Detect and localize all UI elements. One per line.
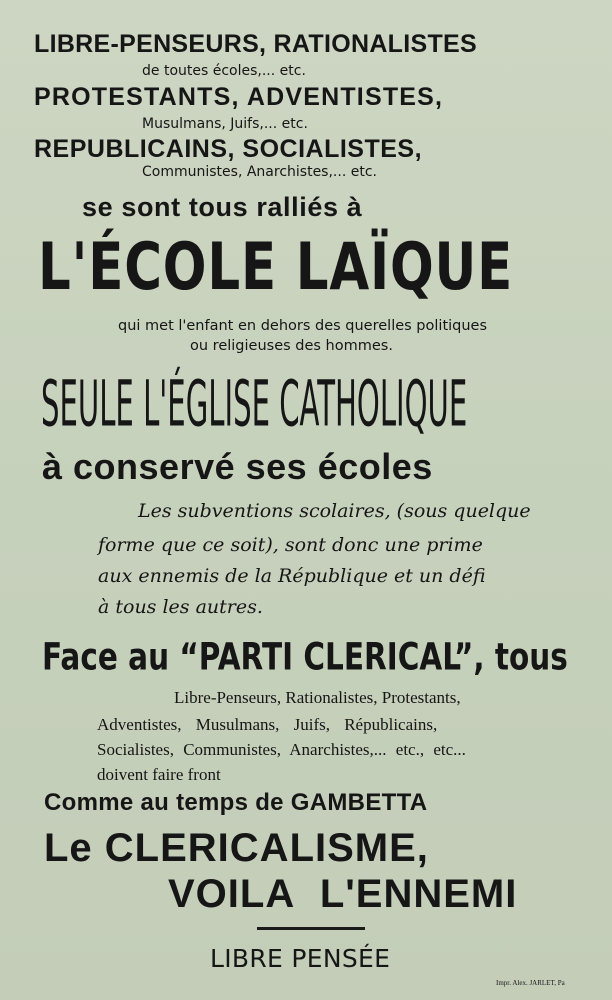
signature-libre-pensee: LIBRE PENSÉE [210,944,391,973]
subventions-line-3: aux ennemis de la République et un défi [98,565,486,587]
header-line-1-sub: de toutes écoles,... etc. [142,63,306,79]
header-line-1: LIBRE-PENSEURS, RATIONALISTES [34,30,477,58]
seule-eglise-title: SEULE L'ÉGLISE CATHOLIQUE [41,368,468,442]
header-line-3-sub: Communistes, Anarchistes,... etc. [142,164,377,180]
header-line-2-sub: Musulmans, Juifs,... etc. [142,116,308,132]
ecole-laique-title: L'ÉCOLE LAÏQUE [38,228,514,305]
header-line-3: REPUBLICAINS, SOCIALISTES, [34,135,423,163]
list-line-4: doivent faire front [97,765,221,784]
subventions-line-4: à tous les autres. [98,596,263,618]
clericalisme-line: Le CLERICALISME, [44,826,429,870]
signature-divider [257,927,365,930]
ecole-sub-1: qui met l'enfant en dehors des querelles politiques [118,318,488,334]
ecole-sub-2: ou religieuses des hommes. [190,338,393,354]
rallied-line: se sont tous ralliés à [82,192,363,222]
list-line-2: Adventistes, Musulmans, Juifs, Républicains, [97,715,438,734]
gambetta-line: Comme au temps de GAMBETTA [44,789,428,816]
subventions-line-1: Les subventions scolaires, (sous quelque [138,500,531,522]
header-line-2: PROTESTANTS, ADVENTISTES, [34,83,444,111]
conserve-line: à conservé ses écoles [42,446,433,487]
subventions-line-2: forme que ce soit), sont donc une prime [98,534,483,556]
printer-credit: Impr. Alex. JARLET, Pa [496,979,565,987]
list-line-1: Libre-Penseurs, Rationalistes, Protestants, [174,688,461,707]
voila-ennemi-line: VOILA L'ENNEMI [168,872,518,916]
list-line-3: Socialistes, Communistes, Anarchistes,... etc., etc... [97,740,466,759]
face-parti-clerical-line: Face au “PARTI CLERICAL”, tous [42,636,568,680]
